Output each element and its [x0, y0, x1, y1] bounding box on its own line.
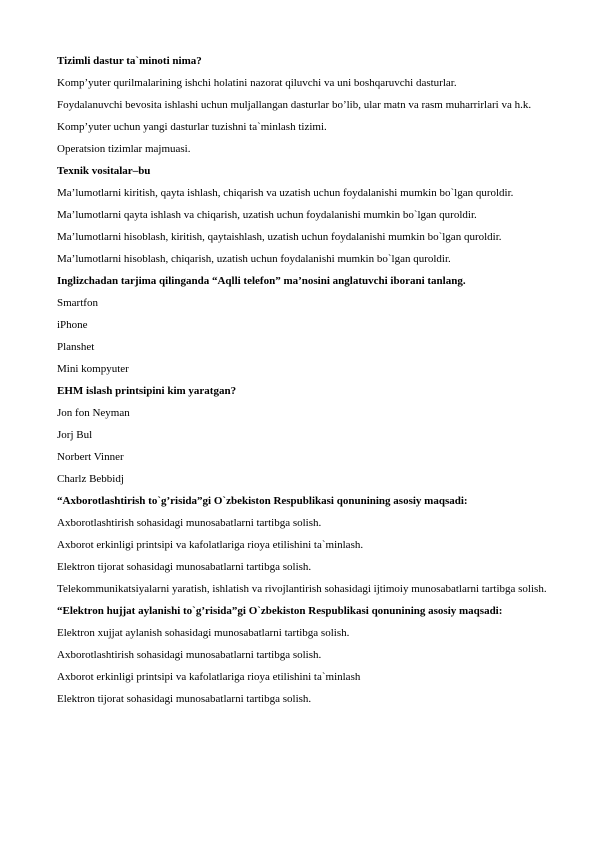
answer-option: Axborot erkinligi printsipi va kafolatlariga rioya etilishini ta`minlash [57, 671, 361, 683]
answer-option: Ma’lumotlarni kiritish, qayta ishlash, chiqarish va uzatish uchun foydalanishi mumkin bo`lgan quroldir. [57, 187, 514, 199]
answer-option: Ma’lumotlarni hisoblash, chiqarish, uzatish uchun foydalanishi mumkin bo`lgan quroldir. [57, 253, 451, 265]
document-content [57, 55, 547, 715]
question-heading: Texnik vositalar–bu [57, 165, 151, 177]
answer-option: Smartfon [57, 297, 98, 309]
answer-option: Elektron xujjat aylanish sohasidagi munosabatlarni tartibga solish. [57, 627, 350, 639]
answer-option: Norbert Vinner [57, 451, 124, 463]
question-heading: EHM islash printsipini kim yaratgan? [57, 385, 237, 397]
answer-option: Operatsion tizimlar majmuasi. [57, 143, 191, 155]
answer-option: iPhone [57, 319, 88, 331]
question-heading: Tizimli dastur ta`minoti nima? [57, 55, 202, 67]
answer-option: Ma’lumotlarni qayta ishlash va chiqarish, uzatish uchun foydalanishi mumkin bo`lgan quroldir. [57, 209, 477, 221]
answer-option: Mini kompyuter [57, 363, 129, 375]
answer-option: Charlz Bebbidj [57, 473, 124, 485]
answer-option: Jorj Bul [57, 429, 93, 441]
answer-option: Planshet [57, 341, 95, 353]
answer-option: Axborotlashtirish sohasidagi munosabatlarni tartibga solish. [57, 649, 322, 661]
answer-option: Axborotlashtirish sohasidagi munosabatlarni tartibga solish. [57, 517, 322, 529]
answer-option: Elektron tijorat sohasidagi munosabatlarni tartibga solish. [57, 693, 312, 705]
answer-option: Jon fon Neyman [57, 407, 130, 419]
question-heading: “Axborotlashtirish to`g’risida”gi O`zbekiston Respublikasi qonunining asosiy maqsadi: [57, 495, 468, 507]
answer-option: Axborot erkinligi printsipi va kafolatlariga rioya etilishini ta`minlash. [57, 539, 364, 551]
question-heading: “Elektron hujjat aylanishi to`g’risida”gi O`zbekiston Respublikasi qonunining asosiy maqsadi: [57, 605, 503, 617]
answer-option: Telekommunikatsiyalarni yaratish, ishlatish va rivojlantirish sohasidagi ijtimoiy munosabatlarni tartibga solish. [57, 583, 547, 595]
answer-option: Foydalanuvchi bevosita ishlashi uchun muljallangan dasturlar bo’lib, ular matn va rasm muharrirlari va h.k. [57, 99, 532, 111]
answer-option: Elektron tijorat sohasidagi munosabatlarni tartibga solish. [57, 561, 312, 573]
question-heading: Inglizchadan tarjima qilinganda “Aqlli telefon” ma’nosini anglatuvchi iborani tanlang. [57, 275, 466, 287]
answer-option: Komp’yuter uchun yangi dasturlar tuzishni ta`minlash tizimi. [57, 121, 327, 133]
answer-option: Komp’yuter qurilmalarining ishchi holatini nazorat qiluvchi va uni boshqaruvchi dasturlar. [57, 77, 457, 89]
answer-option: Ma’lumotlarni hisoblash, kiritish, qaytaishlash, uzatish uchun foydalanishi mumkin bo`lgan quroldir. [57, 231, 502, 243]
